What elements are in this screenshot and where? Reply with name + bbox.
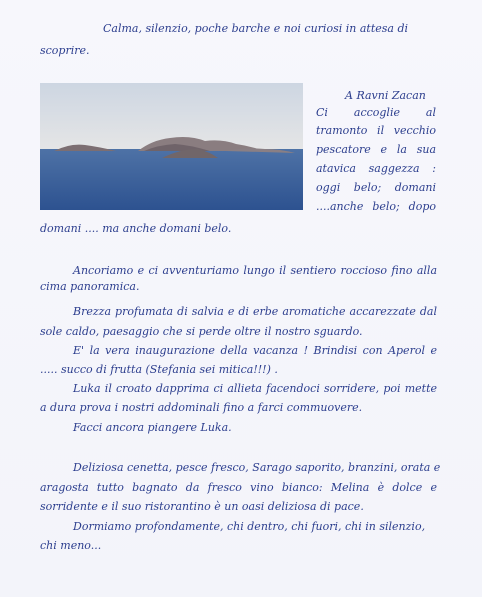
- islands-image: [40, 83, 303, 210]
- text-line: Dormiamo profondamente, chi dentro, chi fuori, chi in silenzio,: [73, 520, 426, 533]
- text-line: sole caldo, paesaggio che si perde oltre il nostro sguardo.: [40, 325, 363, 338]
- side-text-line: atavica saggezza :: [316, 162, 436, 175]
- text-line: aragosta tutto bagnato da fresco vino bianco: Melina è dolce e: [40, 481, 437, 494]
- text-line: scoprire.: [40, 44, 90, 57]
- text-line: Facci ancora piangere Luka.: [73, 421, 232, 434]
- side-text-line: pescatore e la sua: [316, 143, 436, 156]
- text-line: Calma, silenzio, poche barche e noi curiosi in attesa di: [103, 22, 409, 35]
- text-line: Brezza profumata di salvia e di erbe aromatiche accarezzate dal: [73, 305, 437, 318]
- text-line: ..... succo di frutta (Stefania sei mitica!!!) .: [40, 363, 278, 376]
- side-text-line: A Ravni Zacan: [345, 89, 426, 102]
- sea-islands-photo: [40, 83, 303, 210]
- text-line: Deliziosa cenetta, pesce fresco, Sarago saporito, branzini, orata e: [73, 461, 441, 474]
- text-line: cima panoramica.: [40, 280, 140, 293]
- side-text-line: ....anche belo; dopo: [316, 200, 436, 213]
- side-text-line: tramonto il vecchio: [316, 124, 436, 137]
- text-line: Ancoriamo e ci avventuriamo lungo il sentiero roccioso fino alla: [73, 264, 437, 277]
- text-line: Luka il croato dapprima ci allieta facendoci sorridere, poi mette: [73, 382, 437, 395]
- text-line: sorridente e il suo ristorantino è un oasi deliziosa di pace.: [40, 500, 364, 513]
- side-text-line: Ci accoglie al: [316, 106, 436, 119]
- text-line: E' la vera inaugurazione della vacanza ! Brindisi con Aperol e: [73, 344, 437, 357]
- text-line: chi meno...: [40, 539, 102, 552]
- text-line: a dura prova i nostri addominali fino a farci commuovere.: [40, 401, 363, 414]
- text-line: domani .... ma anche domani belo.: [40, 222, 232, 235]
- side-text-line: oggi belo; domani: [316, 181, 436, 194]
